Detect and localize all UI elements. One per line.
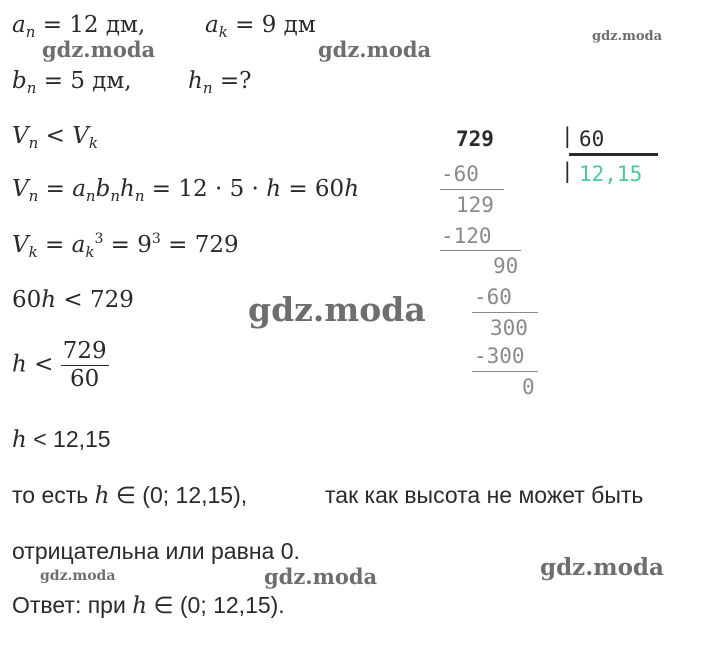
division-remainder: 0: [522, 375, 535, 399]
inequality-result: h < 12,15: [12, 426, 111, 453]
division-step-rule: [440, 250, 521, 251]
vk-formula: = 9: [110, 232, 152, 258]
inequality-60h-rhs: < 729: [63, 287, 134, 313]
answer-line: Ответ: при h ∈ (0; 12,15).: [12, 592, 285, 619]
vn-equation: $V_n = a_nb_nh_n = 12 \cdot 5 \cdot h = 60h$: [12, 176, 360, 205]
division-step: -120: [441, 224, 492, 248]
given-hn-line: $h_n$ =?: [188, 68, 252, 97]
division-quotient: 12,15: [579, 162, 643, 186]
fraction-denominator: 60: [70, 366, 100, 392]
division-step: -60: [441, 162, 479, 186]
division-step: -60: [474, 285, 512, 309]
division-divisor: 60: [579, 127, 605, 151]
inequality-result-rhs: < 12,15: [33, 426, 111, 452]
given-an-value: 12 дм,: [69, 12, 146, 38]
fraction: [61, 340, 109, 391]
conclusion-line-2: отрицательна или равна 0.: [12, 538, 300, 564]
given-an-line: $a_n = 12$ дм,: [12, 12, 146, 41]
watermark: gdz.moda: [540, 554, 664, 581]
conclusion-prefix: то есть: [12, 482, 95, 508]
given-bn-value: 5 дм,: [70, 68, 132, 94]
conclusion-reason: так как высота не может быть: [325, 482, 644, 508]
division-divisor-rule: [569, 153, 658, 156]
division-bar-lower: |: [561, 159, 574, 183]
watermark: gdz.moda: [42, 37, 156, 62]
volume-inequality: $V_n < V_k$: [12, 123, 98, 152]
division-dividend: 729: [456, 127, 494, 151]
answer-prefix: Ответ: при: [12, 592, 133, 618]
watermark: gdz.moda: [264, 564, 378, 589]
fraction-numerator: 729: [62, 338, 107, 364]
watermark: gdz.moda: [318, 37, 432, 62]
vk-result: = 729: [168, 232, 239, 258]
division-step-rule: [472, 371, 538, 372]
answer-interval: ∈ (0; 12,15).: [153, 592, 285, 618]
division-remainder: 90: [493, 254, 519, 278]
division-remainder: 129: [456, 193, 494, 217]
conclusion-line-1: то есть h ∈ (0; 12,15),: [12, 482, 248, 509]
conclusion-interval: ∈ (0; 12,15),: [115, 482, 248, 508]
watermark: gdz.moda: [248, 290, 426, 329]
vk-equation: $V_k = a_k^3 = 9^3 = 729$: [12, 231, 239, 261]
division-step-rule: [472, 312, 538, 313]
division-remainder: 300: [490, 316, 528, 340]
watermark: gdz.moda: [592, 29, 663, 44]
given-hn-value: =?: [219, 68, 252, 94]
division-step-rule: [440, 189, 504, 190]
given-bn-line: $b_n = 5$ дм,: [12, 68, 132, 97]
watermark: gdz.moda: [40, 568, 116, 584]
division-step: -300: [474, 344, 525, 368]
inequality-60h: 60h < 729: [12, 287, 134, 313]
given-ak-value: 9 дм: [261, 12, 316, 38]
given-ak-line: $a_k = 9$ дм: [205, 12, 316, 41]
division-bar-upper: |: [561, 124, 574, 148]
vn-result: = 60: [288, 176, 345, 202]
vn-formula: 12 · 5 ·: [178, 176, 267, 202]
inequality-fraction: h < $\frac{729}{60}$: [12, 338, 107, 392]
